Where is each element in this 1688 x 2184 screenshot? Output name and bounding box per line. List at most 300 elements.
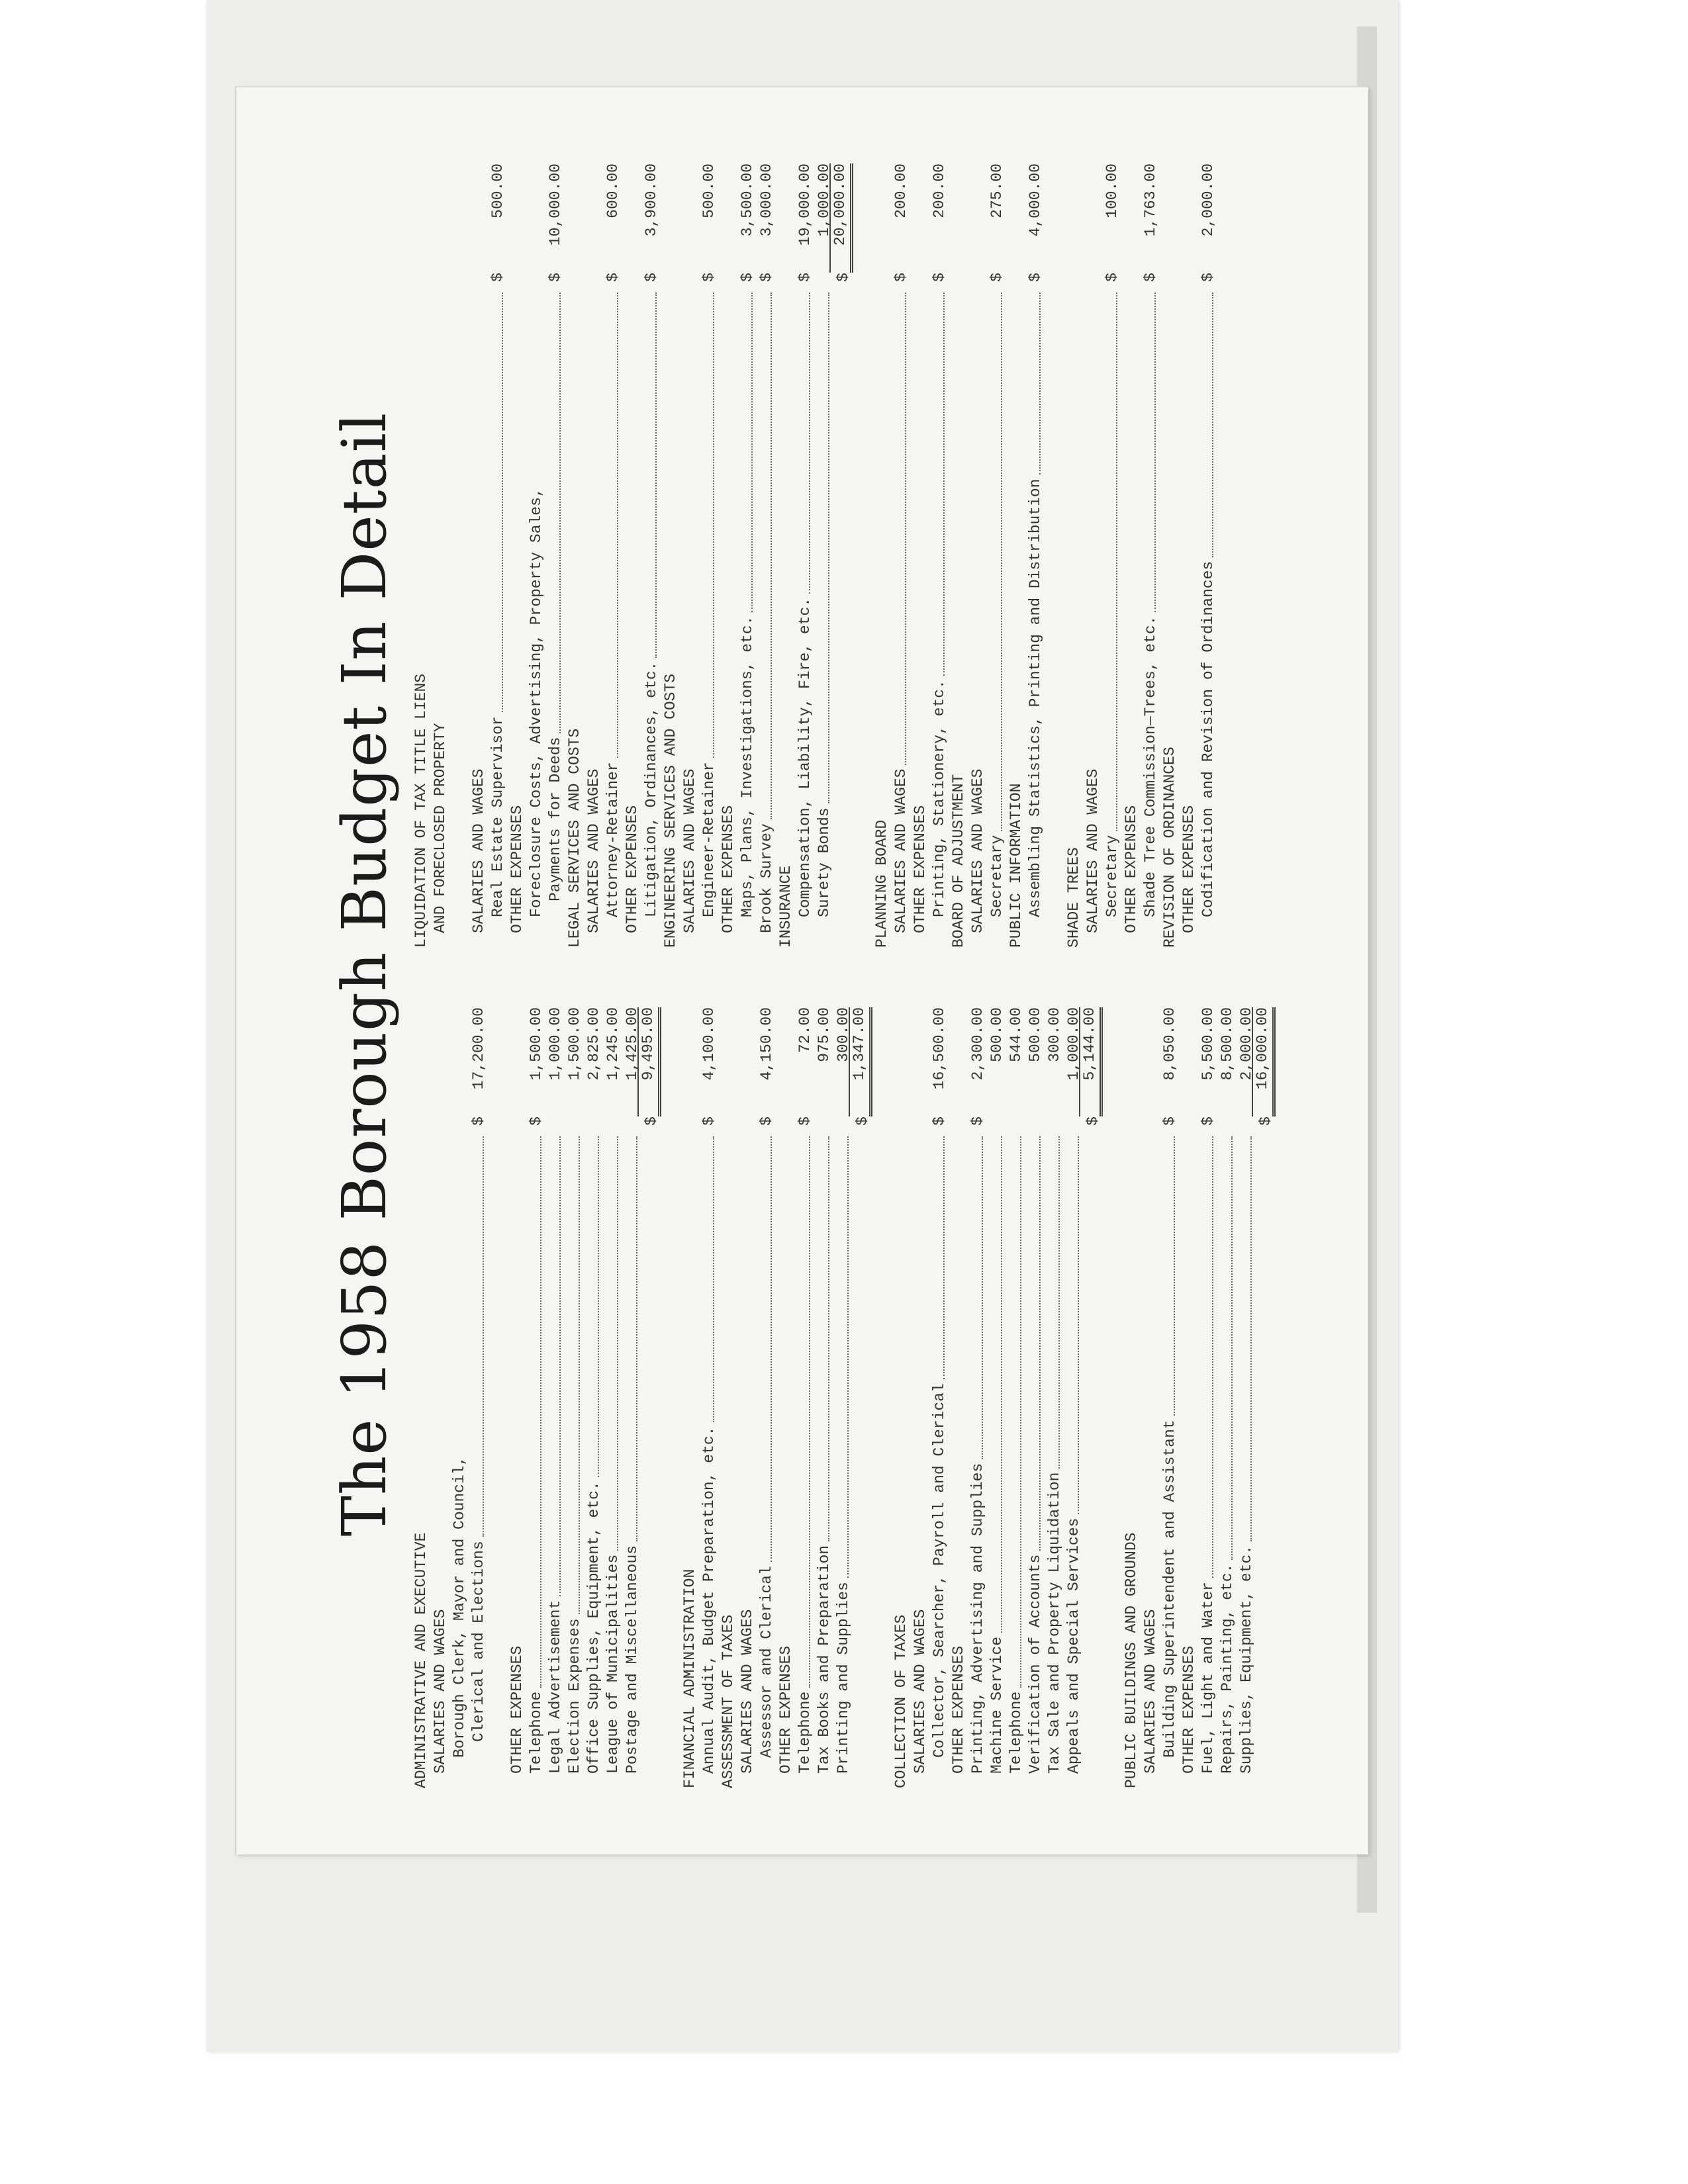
line-label: OTHER EXPENSES <box>1180 805 1197 933</box>
budget-line <box>815 1007 834 1788</box>
spacer <box>872 1007 892 1788</box>
budget-line <box>450 1007 469 1788</box>
amount: 300.00 <box>835 1007 852 1062</box>
line-label: Legal Advertisement <box>547 1600 564 1774</box>
line-label-wrap <box>1122 1132 1141 1788</box>
line-label: Printing, Advertising and Supplies <box>969 1463 986 1774</box>
line-label-wrap <box>680 1132 700 1788</box>
budget-line <box>1007 1007 1026 1788</box>
leader-dots <box>757 293 772 819</box>
currency-sign: $ <box>643 273 660 282</box>
line-label-wrap <box>872 289 892 948</box>
line-label: Office Supplies, Equipment, etc. <box>585 1481 602 1774</box>
section-heading <box>949 163 968 948</box>
line-label: Telephone <box>796 1691 814 1774</box>
budget-line <box>546 163 565 948</box>
leader-dots <box>469 1136 484 1537</box>
currency-sign: $ <box>758 1116 775 1126</box>
line-label: Tax Books and Preparation <box>816 1545 833 1774</box>
line-label: Real Estate Supervisor <box>489 716 506 917</box>
line-label-wrap <box>1007 1132 1026 1788</box>
leader-dots <box>604 293 618 758</box>
leader-dots <box>546 1136 561 1596</box>
currency-sign: $ <box>739 273 756 282</box>
line-label: Secretary <box>988 835 1006 917</box>
amount: 3,900.00 <box>643 163 660 237</box>
line-label: OTHER EXPENSES <box>720 805 737 933</box>
currency-sign: $ <box>700 1116 718 1126</box>
currency-sign: $ <box>796 273 814 282</box>
line-label-wrap <box>776 1132 796 1788</box>
subtotal-row <box>1081 1007 1103 1788</box>
line-label-wrap <box>700 289 719 948</box>
section-heading <box>565 163 585 948</box>
line-label-wrap <box>911 1132 930 1788</box>
leader-dots <box>757 1136 772 1562</box>
line-label: REVISION OF ORDINANCES <box>1161 747 1178 948</box>
budget-line <box>1064 1007 1084 1788</box>
line-label-wrap <box>527 289 546 948</box>
subtotal-row <box>1256 1007 1276 1788</box>
line-label-wrap <box>661 289 680 948</box>
budget-line <box>700 163 719 948</box>
line-label-wrap <box>1064 289 1084 948</box>
line-label-wrap <box>604 289 623 948</box>
section-heading <box>949 1007 968 1788</box>
line-label: Printing, Stationery, etc. <box>931 680 948 917</box>
line-label: Fuel, Light and Water <box>1199 1582 1217 1774</box>
leader-dots <box>892 293 906 765</box>
line-label: Maps, Plans, Investigations, etc. <box>739 615 756 917</box>
line-label: Codification and Revision of Ordinances <box>1199 561 1217 917</box>
leader-dots <box>1199 1136 1213 1578</box>
budget-line <box>700 1007 719 1788</box>
currency-sign: $ <box>528 1116 545 1126</box>
budget-line <box>469 1007 489 1788</box>
leader-dots <box>1237 1136 1252 1541</box>
section-heading <box>968 163 988 948</box>
section-heading <box>661 163 680 948</box>
section-heading <box>1122 1007 1141 1788</box>
budget-line <box>1237 1007 1256 1788</box>
line-label-wrap <box>527 1132 546 1788</box>
line-label: ASSESSMENT OF TAXES <box>720 1614 737 1788</box>
spacer <box>489 1007 508 1788</box>
line-label: Assembling Statistics, Printing and Distribution <box>1027 478 1044 917</box>
leader-dots <box>623 1136 637 1541</box>
budget-page <box>235 86 1368 1854</box>
currency-sign: $ <box>1199 1116 1217 1126</box>
amount: 2,825.00 <box>585 1007 602 1081</box>
budget-line <box>988 1007 1007 1788</box>
amount: 20,000.00 <box>829 163 853 273</box>
line-label-wrap <box>680 289 700 948</box>
line-label: Assessor and Clerical <box>758 1566 775 1758</box>
leader-dots <box>1026 1136 1041 1551</box>
line-label: Secretary <box>1103 835 1121 917</box>
line-label-wrap <box>1007 289 1026 948</box>
budget-line <box>1026 163 1045 948</box>
section-heading <box>1141 1007 1160 1788</box>
spacer <box>853 163 872 948</box>
line-label: OTHER EXPENSES <box>950 1645 967 1774</box>
budget-line <box>834 1007 853 1788</box>
amount: 10,000.00 <box>547 163 564 246</box>
line-label-wrap <box>1160 289 1180 948</box>
line-label: LEGAL SERVICES AND COSTS <box>566 728 583 948</box>
line-label-wrap <box>1103 289 1122 948</box>
section-heading <box>431 163 450 948</box>
currency-sign: $ <box>643 1116 660 1126</box>
line-label: PUBLIC BUILDINGS AND GROUNDS <box>1123 1532 1140 1788</box>
section-heading <box>911 1007 930 1788</box>
amount: 2,000.00 <box>1199 163 1217 237</box>
line-label: ENGINEERING SERVICES AND COSTS <box>662 673 679 948</box>
line-label-wrap <box>968 1132 988 1788</box>
line-label-wrap <box>431 1132 450 1788</box>
amount: 2,300.00 <box>969 1007 986 1081</box>
line-label: Postage and Miscellaneous <box>624 1545 641 1774</box>
amount: 2,000.00 <box>1238 1007 1255 1081</box>
line-label: SALARIES AND WAGES <box>585 768 602 933</box>
amount: 4,000.00 <box>1027 163 1044 237</box>
line-label: SALARIES AND WAGES <box>969 768 986 933</box>
spacer <box>1045 163 1064 948</box>
line-label-wrap <box>546 289 565 948</box>
leader-dots <box>546 293 561 733</box>
currency-sign: $ <box>796 1116 814 1126</box>
amount: 1,425.00 <box>624 1007 641 1081</box>
amount: 5,500.00 <box>1199 1007 1217 1081</box>
line-label: INSURANCE <box>777 865 794 948</box>
amount: 200.00 <box>892 163 910 218</box>
amount: 3,000.00 <box>758 163 775 237</box>
amount: 1,245.00 <box>604 1007 622 1081</box>
line-label: PUBLIC INFORMATION <box>1008 783 1025 948</box>
line-label: Machine Service <box>988 1636 1006 1774</box>
line-label: Foreclosure Costs, Advertising, Property Sales, <box>528 488 545 917</box>
amount: 19,000.00 <box>796 163 814 246</box>
line-label-wrap <box>892 289 911 948</box>
line-label: OTHER EXPENSES <box>624 805 641 933</box>
budget-line <box>1141 163 1160 948</box>
line-label: SALARIES AND WAGES <box>892 768 910 933</box>
budget-line <box>757 1007 776 1788</box>
line-label: Verification of Accounts <box>1027 1554 1044 1774</box>
line-label-wrap <box>1141 1132 1160 1788</box>
currency-sign: $ <box>470 1116 487 1126</box>
spacer <box>1103 1007 1122 1788</box>
amount: 600.00 <box>604 163 622 218</box>
section-heading <box>469 163 489 948</box>
amount: 17,200.00 <box>470 1007 487 1090</box>
amount: 275.00 <box>988 163 1006 218</box>
line-label: Compensation, Liability, Fire, etc. <box>796 597 814 917</box>
line-label-wrap <box>1064 1132 1084 1788</box>
line-label: Tax Sale and Property Liquidation <box>1046 1472 1063 1774</box>
section-heading <box>738 1007 757 1788</box>
currency-sign: $ <box>969 1116 986 1126</box>
line-label-wrap <box>546 1132 565 1788</box>
currency-sign: $ <box>1161 1116 1178 1126</box>
line-label-wrap <box>757 1132 776 1788</box>
leader-dots <box>796 1136 810 1688</box>
budget-line <box>738 163 757 948</box>
section-heading <box>776 1007 796 1788</box>
line-label-wrap <box>642 289 661 948</box>
line-label-wrap <box>565 1132 585 1788</box>
amount: 8,050.00 <box>1161 1007 1178 1081</box>
line-label-wrap <box>1160 1132 1180 1788</box>
leader-dots <box>1160 1136 1175 1416</box>
leader-dots <box>1026 293 1041 475</box>
line-label: OTHER EXPENSES <box>777 1645 794 1774</box>
leader-dots <box>1007 1136 1021 1688</box>
section-heading <box>431 1007 450 1788</box>
section-heading <box>1160 163 1180 948</box>
section-heading <box>892 163 911 948</box>
section-heading <box>1007 163 1026 948</box>
budget-line <box>1026 1007 1045 1788</box>
line-label-wrap <box>815 1132 834 1788</box>
line-label: Telephone <box>528 1691 545 1774</box>
rotated-page-content <box>236 101 1355 1848</box>
line-label-wrap <box>988 289 1007 948</box>
section-heading <box>1064 163 1084 948</box>
leader-dots <box>565 1136 580 1614</box>
amount: 8,500.00 <box>1219 1007 1236 1081</box>
line-label-wrap <box>968 289 988 948</box>
line-label-wrap <box>585 1132 604 1788</box>
amount: 9,495.00 <box>637 1007 661 1116</box>
budget-line <box>1045 1007 1064 1788</box>
budget-column-right <box>412 163 1218 948</box>
line-label: Clerical and Elections <box>470 1541 487 1742</box>
section-heading <box>508 1007 527 1788</box>
line-label: Engineer-Retainer <box>700 762 718 917</box>
line-label: OTHER EXPENSES <box>508 1645 526 1774</box>
budget-line <box>1199 1007 1218 1788</box>
section-heading <box>412 1007 431 1788</box>
section-heading <box>585 163 604 948</box>
amount: 16,000.00 <box>1252 1007 1276 1116</box>
amount: 4,100.00 <box>700 1007 718 1081</box>
budget-line <box>757 163 776 948</box>
leader-dots <box>815 293 829 803</box>
budget-line <box>623 1007 642 1788</box>
amount: 1,763.00 <box>1142 163 1159 237</box>
line-label-wrap <box>1026 1132 1045 1788</box>
budget-line <box>815 163 834 948</box>
line-label-wrap <box>469 1132 489 1788</box>
currency-sign: $ <box>854 1116 871 1126</box>
line-label: Litigation, Ordinances, etc. <box>643 661 660 917</box>
leader-dots <box>834 1136 849 1578</box>
line-label-wrap <box>1084 289 1103 948</box>
amount: 500.00 <box>1027 1007 1044 1062</box>
line-label-wrap <box>1122 289 1141 948</box>
line-label: OTHER EXPENSES <box>1180 1645 1197 1774</box>
line-label: FINANCIAL ADMINISTRATION <box>681 1569 698 1788</box>
section-heading <box>911 163 930 948</box>
line-label: SALARIES AND WAGES <box>432 1609 449 1774</box>
line-label-wrap <box>1199 1132 1218 1788</box>
currency-sign: $ <box>835 273 852 282</box>
leader-dots <box>738 293 753 612</box>
section-heading <box>1122 163 1141 948</box>
leader-dots <box>988 1136 1002 1633</box>
line-label: League of Municipalities <box>604 1554 622 1774</box>
section-heading <box>680 163 700 948</box>
budget-line <box>796 163 815 948</box>
amount: 975.00 <box>816 1007 833 1062</box>
line-label-wrap <box>796 1132 815 1788</box>
line-label-wrap <box>412 1132 431 1788</box>
section-heading <box>872 163 892 948</box>
line-label: Supplies, Equipment, etc. <box>1238 1545 1255 1774</box>
leader-dots <box>1103 293 1117 831</box>
budget-line <box>585 1007 604 1788</box>
line-label: SALARIES AND WAGES <box>739 1609 756 1774</box>
line-label: SALARIES AND WAGES <box>912 1609 929 1774</box>
budget-line <box>489 163 508 948</box>
line-label-wrap <box>450 1132 469 1788</box>
line-label-wrap <box>930 1132 949 1788</box>
leader-dots <box>700 293 714 758</box>
line-label-wrap <box>1180 1132 1199 1788</box>
line-label-wrap <box>700 1132 719 1788</box>
currency-sign: $ <box>758 273 775 282</box>
line-label-wrap <box>604 1132 623 1788</box>
section-heading <box>508 163 527 948</box>
currency-sign: $ <box>931 273 948 282</box>
subtotal-row <box>853 1007 872 1788</box>
section-heading <box>1180 1007 1199 1788</box>
leader-dots <box>700 1136 714 1423</box>
page-title: The 1958 Borough Budget In Detail <box>329 412 400 1537</box>
amount: 1,000.00 <box>1065 1007 1082 1081</box>
line-label-wrap <box>431 289 450 948</box>
amount: 1,347.00 <box>849 1007 872 1116</box>
line-label: SALARIES AND WAGES <box>1084 768 1102 933</box>
budget-line <box>796 1007 815 1788</box>
leader-dots <box>604 1136 618 1551</box>
currency-sign: $ <box>988 273 1006 282</box>
line-label-wrap <box>988 1132 1007 1788</box>
leader-dots <box>930 293 945 676</box>
line-label-wrap <box>911 289 930 948</box>
line-label: Annual Audit, Budget Preparation, etc. <box>700 1426 718 1774</box>
currency-sign: $ <box>1199 273 1217 282</box>
budget-line <box>604 1007 623 1788</box>
line-label-wrap <box>1218 1132 1237 1788</box>
spacer <box>450 163 469 948</box>
amount: 500.00 <box>988 1007 1006 1062</box>
line-label-wrap <box>719 1132 738 1788</box>
line-label: PLANNING BOARD <box>873 819 890 948</box>
section-heading <box>623 163 642 948</box>
section-heading <box>412 163 431 948</box>
line-label: Borough Clerk, Mayor and Council, <box>451 1456 468 1758</box>
line-label: Collector, Searcher, Payroll and Clerical <box>931 1383 948 1758</box>
leader-dots <box>1045 1136 1060 1469</box>
line-label-wrap <box>1026 289 1045 948</box>
budget-line <box>1103 163 1122 948</box>
amount: 72.00 <box>796 1007 814 1054</box>
currency-sign: $ <box>700 273 718 282</box>
line-label: SALARIES AND WAGES <box>1142 1609 1159 1774</box>
line-label-wrap <box>949 1132 968 1788</box>
line-label-wrap <box>1237 1132 1256 1788</box>
amount: 100.00 <box>1103 163 1121 218</box>
line-label-wrap <box>757 289 776 948</box>
leader-dots <box>1199 293 1213 557</box>
leader-dots <box>988 293 1002 831</box>
leader-dots <box>815 1136 829 1541</box>
leader-dots <box>585 1136 599 1477</box>
section-heading <box>719 1007 738 1788</box>
amount: 3,500.00 <box>739 163 756 237</box>
currency-sign: $ <box>547 273 564 282</box>
section-heading <box>892 1007 911 1788</box>
line-label: Payments for Deeds <box>547 737 564 901</box>
line-label-wrap <box>623 1132 642 1788</box>
section-heading <box>680 1007 700 1788</box>
line-label-wrap <box>815 289 834 948</box>
budget-line <box>988 163 1007 948</box>
currency-sign: $ <box>1084 1116 1102 1126</box>
line-label-wrap <box>930 289 949 948</box>
line-label-wrap <box>1045 1132 1064 1788</box>
line-label-wrap <box>412 289 431 948</box>
line-label-wrap <box>565 289 585 948</box>
leader-dots <box>1218 1136 1233 1560</box>
leader-dots <box>930 1136 945 1379</box>
line-label: OTHER EXPENSES <box>912 805 929 933</box>
line-label: LIQUIDATION OF TAX TITLE LIENS <box>412 673 430 948</box>
section-heading <box>1180 163 1199 948</box>
line-label: SHADE TREES <box>1065 847 1082 948</box>
line-label: SALARIES AND WAGES <box>681 768 698 933</box>
budget-line <box>1218 1007 1237 1788</box>
currency-sign: $ <box>931 1116 948 1126</box>
budget-line <box>604 163 623 948</box>
line-label: Shade Tree Commission—Trees, etc. <box>1142 615 1159 917</box>
line-label: Repairs, Painting, etc. <box>1219 1563 1236 1774</box>
currency-sign: $ <box>489 273 506 282</box>
amount: 300.00 <box>1046 1007 1063 1062</box>
leader-dots <box>527 1136 541 1688</box>
line-label: Surety Bonds <box>816 807 833 917</box>
budget-column-left <box>412 1007 1276 1788</box>
line-label-wrap <box>738 1132 757 1788</box>
line-label-wrap <box>623 289 642 948</box>
leader-dots <box>796 293 810 594</box>
amount: 500.00 <box>489 163 506 218</box>
budget-line <box>527 163 546 948</box>
subtotal-row <box>831 163 853 948</box>
amount: 1,000.00 <box>547 1007 564 1081</box>
line-label-wrap <box>1199 289 1218 948</box>
budget-line <box>930 1007 949 1788</box>
line-label: Appeals and Special Services <box>1065 1518 1082 1774</box>
line-label: Attorney-Retainer <box>604 762 622 917</box>
amount: 200.00 <box>931 163 948 218</box>
line-label-wrap <box>738 289 757 948</box>
budget-line <box>1199 163 1218 948</box>
currency-sign: $ <box>604 273 622 282</box>
leader-dots <box>968 1136 983 1459</box>
